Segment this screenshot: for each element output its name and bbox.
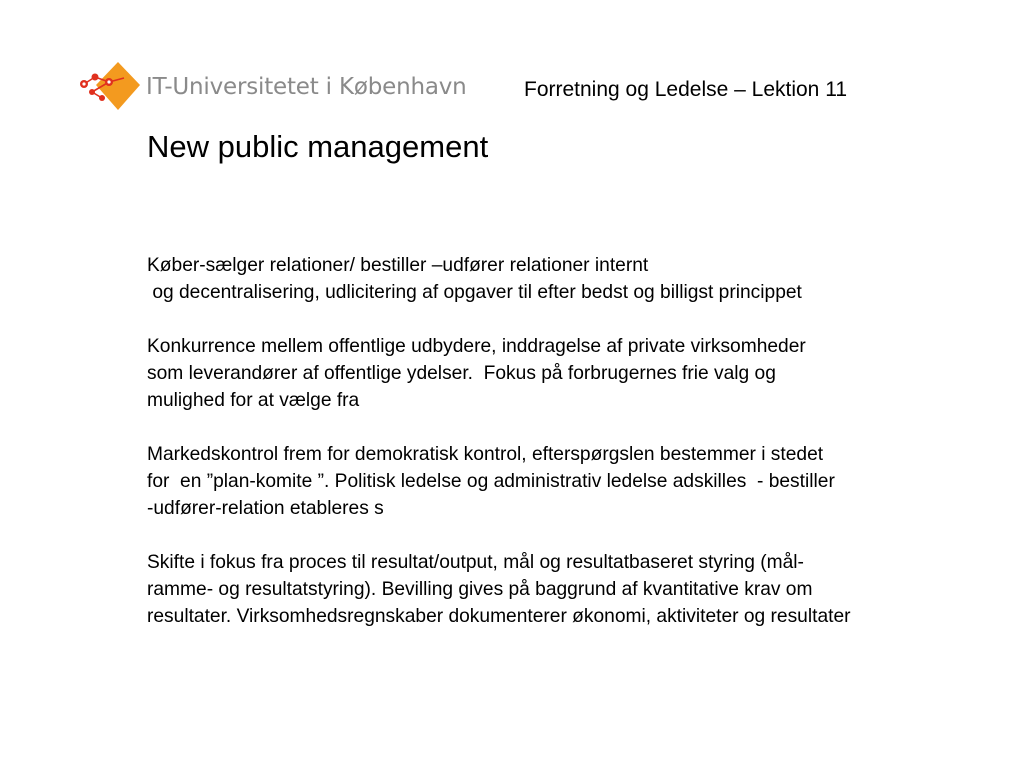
text-line: resultater. Virksomhedsregnskaber dokumenterer økonomi, aktiviteter og resultater: [147, 606, 851, 627]
paragraph: [147, 549, 997, 630]
text-line: som leverandører af offentlige ydelser. Fokus på forbrugernes frie valg og: [147, 363, 776, 384]
text-line: mulighed for at vælge fra: [147, 390, 360, 411]
itu-logo-icon: [78, 60, 142, 114]
slide-title: New public management: [147, 129, 489, 164]
text-line: og decentralisering, udlicitering af opgaver til efter bedst og billigst princippet: [147, 282, 802, 303]
paragraph: [147, 333, 997, 414]
text-line: -udfører-relation etableres s: [147, 498, 384, 519]
paragraph: [147, 252, 997, 306]
lecture-header: Forretning og Ledelse – Lektion 11: [524, 78, 847, 101]
text-line: Konkurrence mellem offentlige udbydere, inddragelse af private virksomheder: [147, 336, 806, 357]
slide-body: [147, 252, 997, 657]
logo-text: IT-Universitetet i København: [146, 74, 467, 100]
paragraph: [147, 441, 997, 522]
text-line: for en ”plan-komite ”. Politisk ledelse og administrativ ledelse adskilles - bestiller: [147, 471, 835, 492]
text-line: Markedskontrol frem for demokratisk kontrol, efterspørgslen bestemmer i stedet: [147, 444, 824, 465]
text-line: ramme- og resultatstyring). Bevilling gives på baggrund af kvantitative krav om: [147, 579, 813, 600]
text-line: Køber-sælger relationer/ bestiller –udfører relationer internt: [147, 255, 649, 276]
itu-logo: [78, 60, 498, 114]
text-line: Skifte i fokus fra proces til resultat/output, mål og resultatbaseret styring (mål-: [147, 552, 804, 573]
